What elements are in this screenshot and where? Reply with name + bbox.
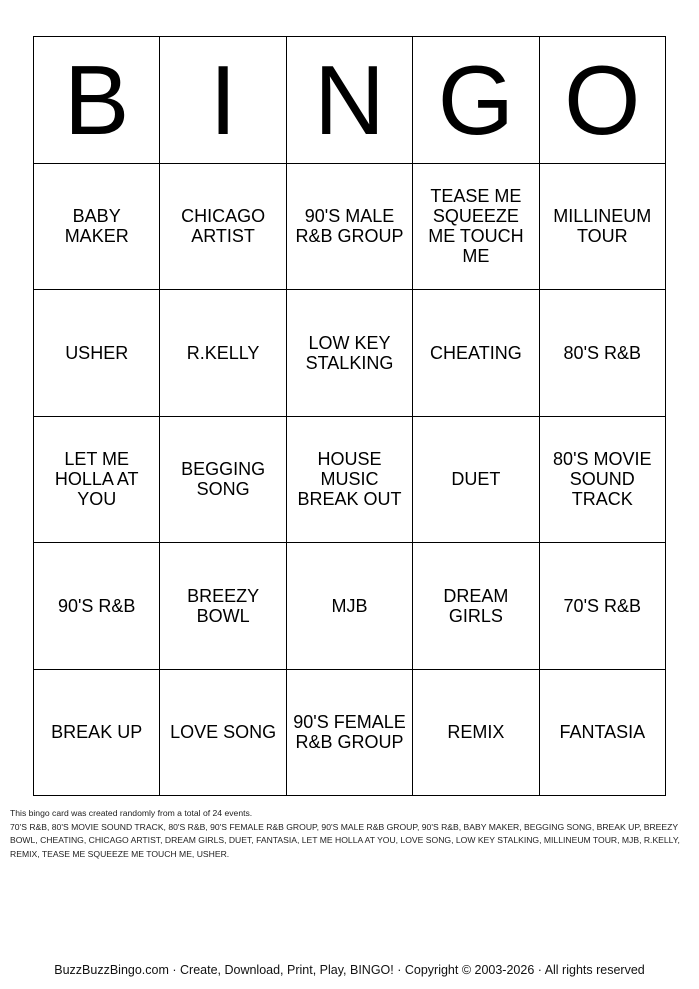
bingo-cell: REMIX [413, 670, 539, 797]
bingo-cell: USHER [34, 290, 160, 417]
bingo-cell: MJB [287, 543, 413, 670]
bingo-cell: LOVE SONG [160, 670, 286, 797]
bingo-cell: 80'S R&B [540, 290, 666, 417]
header-letter-g: G [413, 37, 539, 164]
header-letter-i: I [160, 37, 286, 164]
events-list: 70'S R&B, 80'S MOVIE SOUND TRACK, 80'S R&B, 90'S FEMALE R&B GROUP, 90'S MALE R&B GROUP, 90'S R&B, BABY MAKER, BEGGING SONG, BREAK UP, BREEZY BOWL, CHEATING, CHICAGO ARTIST, DREAM GIRLS, DUET, FANTASIA, LET ME HOLLA AT YOU, LOVE SONG, LOW KEY STALKING, MILLINEUM TOUR, MJB, R.KELLY, REMIX, TEASE ME SQUEEZE ME TOUCH ME, USHER. [10, 821, 680, 859]
bingo-cell: 80'S MOVIE SOUND TRACK [540, 417, 666, 544]
bingo-cell: FANTASIA [540, 670, 666, 797]
bingo-cell: BREEZY BOWL [160, 543, 286, 670]
copyright-text: · Create, Download, Print, Play, BINGO! · Copyright © 2003-2026 · All rights reserved [168, 963, 645, 977]
bingo-cell: 70'S R&B [540, 543, 666, 670]
bingo-cell: HOUSE MUSIC BREAK OUT [287, 417, 413, 544]
bingo-cell: DUET [413, 417, 539, 544]
bingo-cell: 90'S FEMALE R&B GROUP [287, 670, 413, 797]
bingo-cell: TEASE ME SQUEEZE ME TOUCH ME [413, 164, 539, 291]
bingo-cell: 90'S R&B [34, 543, 160, 670]
bingo-cell: 90'S MALE R&B GROUP [287, 164, 413, 291]
bingo-cell: R.KELLY [160, 290, 286, 417]
bingo-cell: MILLINEUM TOUR [540, 164, 666, 291]
bingo-cell: BREAK UP [34, 670, 160, 797]
header-letter-n: N [287, 37, 413, 164]
copyright-footer [0, 963, 699, 977]
bingo-cell: CHICAGO ARTIST [160, 164, 286, 291]
bingo-cell: LET ME HOLLA AT YOU [34, 417, 160, 544]
header-letter-o: O [540, 37, 666, 164]
header-letter-b: B [34, 37, 160, 164]
bingo-cell: BABY MAKER [34, 164, 160, 291]
generation-intro: This bingo card was created randomly from a total of 24 events. [10, 808, 253, 818]
bingo-cell: BEGGING SONG [160, 417, 286, 544]
bingo-cell: LOW KEY STALKING [287, 290, 413, 417]
bingo-cell: CHEATING [413, 290, 539, 417]
bingo-card [33, 36, 666, 796]
site-link[interactable]: BuzzBuzzBingo.com [54, 963, 169, 977]
bingo-cell: DREAM GIRLS [413, 543, 539, 670]
card-generation-notes [10, 807, 690, 861]
